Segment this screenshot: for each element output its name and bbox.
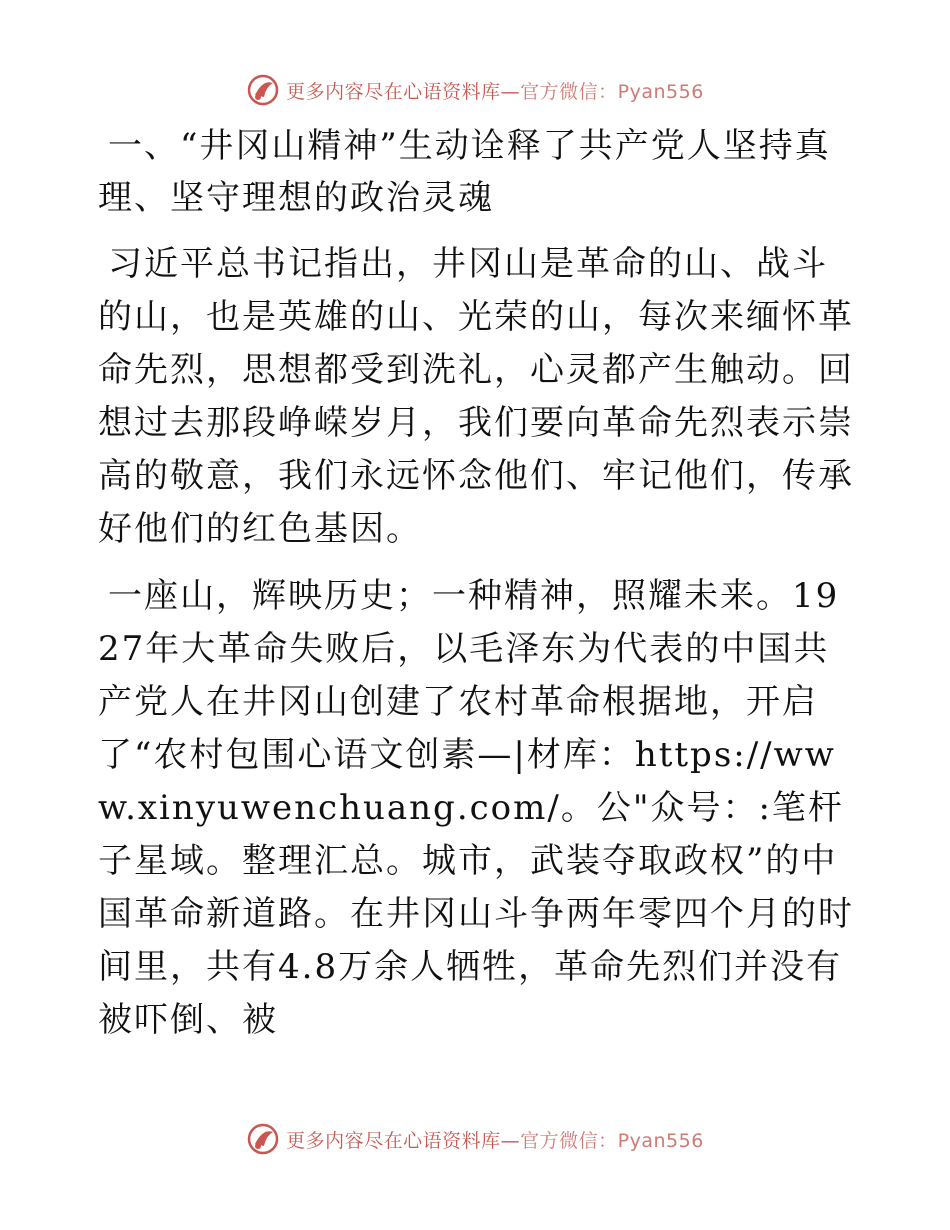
document-body [98, 120, 858, 1061]
banner-wechat-text: 官方微信：Pyan556 [520, 80, 704, 103]
banner-site-text: 更多内容尽在心语资料库— [286, 80, 521, 103]
footer-watermark-banner [0, 1119, 950, 1159]
paragraph: 习近平总书记指出，井冈山是革命的山、战斗的山，也是英雄的山、光荣的山，每次来缅怀革命先烈，思想都受到洗礼，心灵都产生触动。回想过去那段峥嵘岁月，我们要向革命先烈表示崇高的敬意，我们永远怀念他们、牢记他们，传承好他们的红色基因。 [98, 244, 854, 549]
banner-site-text: 更多内容尽在心语资料库— [286, 1129, 521, 1152]
brand-logo-icon [246, 73, 280, 107]
banner-text [286, 1126, 704, 1153]
brand-logo-icon [246, 1122, 280, 1156]
header-watermark-banner [0, 70, 950, 110]
paragraph: 一座山，辉映历史；一种精神，照耀未来。1927年大革命失败后，以毛泽东为代表的中国共产党人在井冈山创建了农村革命根据地，开启了“农村包围心语文创素—|材库：https://www.xinyuwenchuang.com/。公"众号：:笔杆子星域。整理汇总。城市，武装夺取政权”的中国革命新道路。在井冈山斗争两年零四个月的时间里，共有4.8万余人牺牲，革命先烈们并没有被吓倒、被 [98, 576, 854, 1040]
banner-text [286, 77, 704, 104]
banner-wechat-text: 官方微信：Pyan556 [520, 1129, 704, 1152]
section-heading: 一、“井冈山精神”生动诠释了共产党人坚持真理、坚守理想的政治灵魂 [98, 126, 831, 218]
